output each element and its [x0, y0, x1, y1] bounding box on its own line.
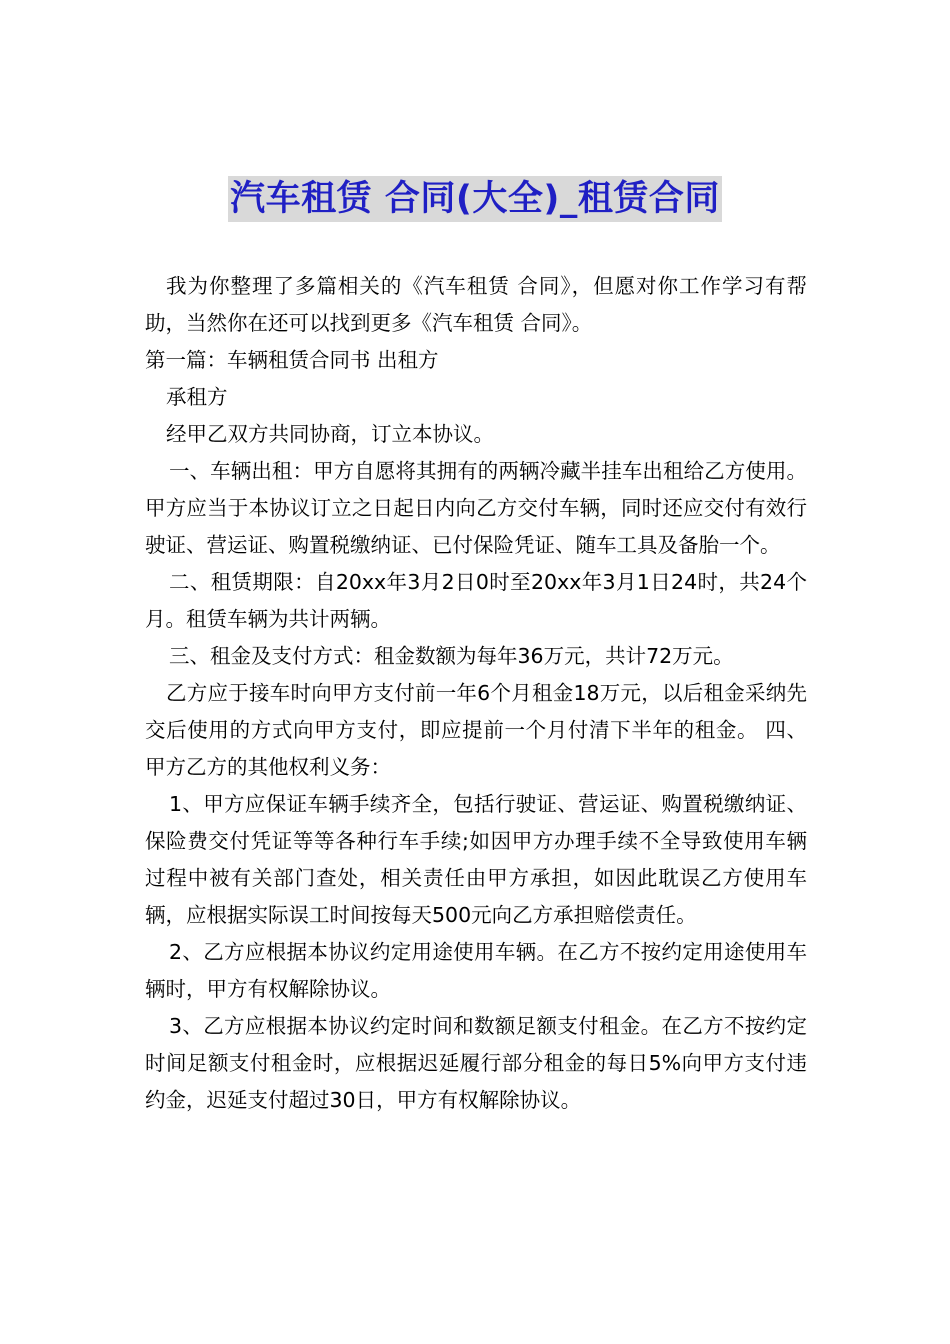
title-container: [0, 176, 950, 222]
obligation-2: 2、乙方应根据本协议约定用途使用车辆。在乙方不按约定用途使用车辆时，甲方有权解除协议。: [145, 940, 807, 1001]
document-title: 汽车租赁 合同(大全)_租赁合同: [228, 176, 722, 222]
agreement-line: 经甲乙双方共同协商，订立本协议。: [166, 422, 494, 446]
lessee-line: 承租方: [166, 385, 228, 409]
clause-1-vehicle-rental: 一、车辆出租：甲方自愿将其拥有的两辆冷藏半挂车出租给乙方使用。甲方应当于本协议订立之日起日内向乙方交付车辆，同时还应交付有效行驶证、营运证、购置税缴纳证、已付保险凭证、随车工具及备胎一个。: [145, 459, 807, 557]
section-heading: 第一篇：车辆租赁合同书 出租方: [145, 348, 439, 372]
obligation-1: 1、甲方应保证车辆手续齐全，包括行驶证、营运证、购置税缴纳证、保险费交付凭证等等各种行车手续;如因甲方办理手续不全导致使用车辆过程中被有关部门查处，相关责任由甲方承担，如因此耽误乙方使用车辆，应根据实际误工时间按每天500元向乙方承担赔偿责任。: [145, 792, 807, 927]
obligation-3: 3、乙方应根据本协议约定时间和数额足额支付租金。在乙方不按约定时间足额支付租金时，应根据迟延履行部分租金的每日5%向甲方支付违约金，迟延支付超过30日，甲方有权解除协议。: [145, 1014, 807, 1112]
clause-3-rent-payment: 三、租金及支付方式：租金数额为每年36万元，共计72万元。: [169, 644, 734, 668]
intro-paragraph: 我为你整理了多篇相关的《汽车租赁 合同》，但愿对你工作学习有帮助，当然你在还可以找到更多《汽车租赁 合同》。: [145, 274, 807, 335]
clause-2-lease-term: 二、租赁期限：自20xx年3月2日0时至20xx年3月1日24时，共24个月。租赁车辆为共计两辆。: [145, 570, 807, 631]
payment-details-paragraph: 乙方应于接车时向甲方支付前一年6个月租金18万元，以后租金采纳先交后使用的方式向甲方支付，即应提前一个月付清下半年的租金。 四、甲方乙方的其他权利义务：: [145, 681, 807, 779]
document-body: [145, 268, 807, 1119]
